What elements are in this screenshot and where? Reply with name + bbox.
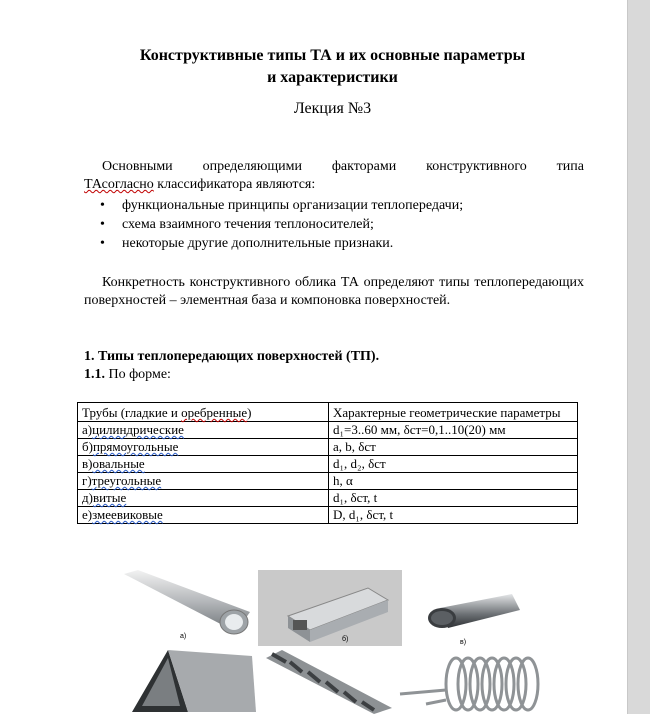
table-cell: е)змеевиковые: [78, 507, 329, 524]
table-cell: d₁, d₂, δст: [329, 456, 578, 473]
tube-types-table: [77, 402, 578, 524]
oval-tube-image: [420, 586, 530, 646]
table-cell: в)овальные: [78, 456, 329, 473]
intro-word: Основными: [102, 159, 173, 174]
table-row: [78, 422, 578, 439]
doc-title-line1: Конструктивные типы ТА и их основные параметры: [139, 47, 526, 64]
list-item: • схема взаимного течения теплоносителей;: [100, 215, 463, 234]
cylindrical-tube-image: [122, 570, 254, 644]
table-row: [78, 473, 578, 490]
table-cell: б)прямоугольные: [78, 439, 329, 456]
table-cell: а)цилиндрические: [78, 422, 329, 439]
list-item: • функциональные принципы организации теплопередачи;: [100, 196, 463, 215]
table-cell: a, b, δст: [329, 439, 578, 456]
twisted-tube-image: [262, 648, 394, 714]
table-cell: d₁=3..60 мм, δст=0,1..10(20) мм: [329, 422, 578, 439]
table-cell: г)треугольные: [78, 473, 329, 490]
table-cell: h, α: [329, 473, 578, 490]
intro-continuation: классификатора являются:: [153, 177, 316, 192]
table-row: [78, 507, 578, 524]
spellcheck-word: ТАсогласно: [84, 177, 154, 192]
intro-word: факторами: [331, 159, 397, 174]
lecture-number: Лекция №3: [293, 100, 372, 117]
table-cell: D, d₁, δст, t: [329, 507, 578, 524]
rectangular-tube-image: [258, 570, 402, 646]
figure-label-b: б): [342, 636, 349, 643]
subsection-title: По форме:: [105, 367, 171, 382]
intro-word: типа: [556, 159, 584, 174]
section-heading: [84, 349, 379, 365]
table-row: [78, 439, 578, 456]
subsection-number: 1.1.: [84, 367, 105, 382]
table-row: [78, 456, 578, 473]
triangular-tube-image: [122, 646, 258, 714]
table-cell: d₁, δст, t: [329, 490, 578, 507]
figure-label-c: в): [460, 639, 467, 646]
table-header-cell: Характерные геометрические параметры: [329, 403, 578, 422]
table-header-cell: Трубы (гладкие и оребренные): [78, 403, 329, 422]
doc-title-line2: и характеристики: [267, 69, 398, 86]
section-title: Типы теплопередающих поверхностей (ТП).: [94, 349, 380, 364]
list-item: • некоторые другие дополнительные признаки.: [100, 234, 463, 253]
intro-word: определяющими: [202, 159, 302, 174]
intro-word: конструктивного: [426, 159, 527, 174]
vertical-scrollbar[interactable]: [627, 0, 650, 714]
table-row: [78, 490, 578, 507]
coil-tube-image: [396, 644, 552, 714]
table-cell: д)витые: [78, 490, 329, 507]
concreteness-paragraph: Конкретность конструктивного облика ТА определяют типы теплопередающих поверхностей – элементная база и компоновка поверхностей.: [84, 275, 584, 308]
bullet-list: [100, 196, 463, 253]
subsection-heading: [84, 367, 171, 383]
figure-label-a: а): [180, 633, 187, 640]
table-header-row: [78, 403, 578, 422]
section-number: 1.: [84, 349, 95, 364]
